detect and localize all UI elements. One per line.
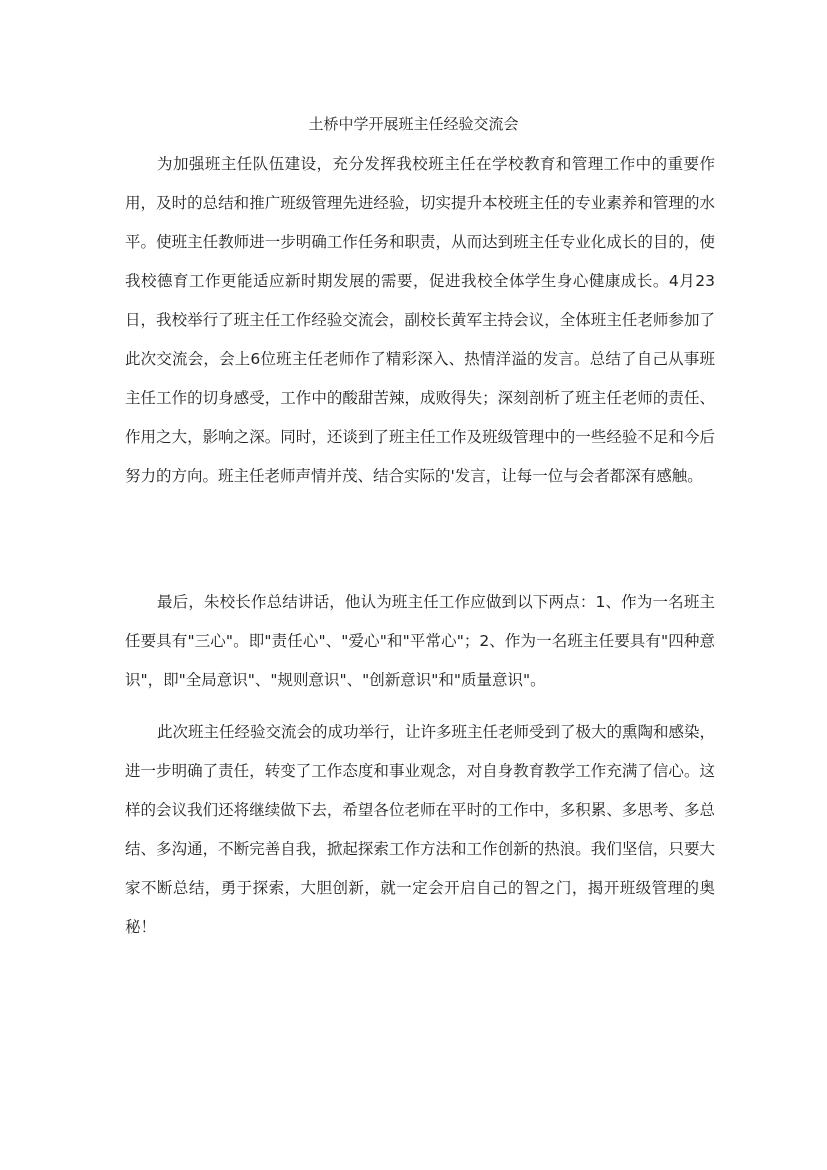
- paragraph-summary-speech: 最后，朱校长作总结讲话，他认为班主任工作应做到以下两点：1、作为一名班主任要具有"三心"。即"责任心"、"爱心"和"平常心"；2、作为一名班主任要具有"四种意识"，即"全局意识"、"规则意识"、"创新意识"和"质量意识"。: [125, 593, 715, 689]
- paragraph-intro: 为加强班主任队伍建设，充分发挥我校班主任在学校教育和管理工作中的重要作用，及时的总结和推广班级管理先进经验，切实提升本校班主任的专业素养和管理的水平。使班主任教师进一步明确工作任务和职责，从而达到班主任专业化成长的目的，使我校德育工作更能适应新时期发展的需要，促进我校全体学生身心健康成长。4月23日，我校举行了班主任工作经验交流会，副校长黄军主持会议，全体班主任老师参加了此次交流会，会上6位班主任老师作了精彩深入、热情洋溢的发言。总结了自己从事班主任工作的切身感受，工作中的酸甜苦辣，成败得失；深刻剖析了班主任老师的责任、作用之大，影响之深。同时，还谈到了班主任工作及班级管理中的一些经验不足和今后努力的方向。班主任老师声情并茂、结合实际的'发言，让每一位与会者都深有感触。: [125, 155, 715, 485]
- document-title: 土桥中学开展班主任经验交流会: [308, 115, 519, 133]
- paragraph-conclusion: 此次班主任经验交流会的成功举行，让许多班主任老师受到了极大的熏陶和感染，进一步明确了责任，转变了工作态度和事业观念，对自身教育教学工作充满了信心。这样的会议我们还将继续做下去，希望各位老师在平时的工作中，多积累、多思考、多总结、多沟通，不断完善自我，掀起探索工作方法和工作创新的热浪。我们坚信，只要大家不断总结，勇于探索，大胆创新，就一定会开启自己的智之门，揭开班级管理的奥秘！: [125, 723, 716, 936]
